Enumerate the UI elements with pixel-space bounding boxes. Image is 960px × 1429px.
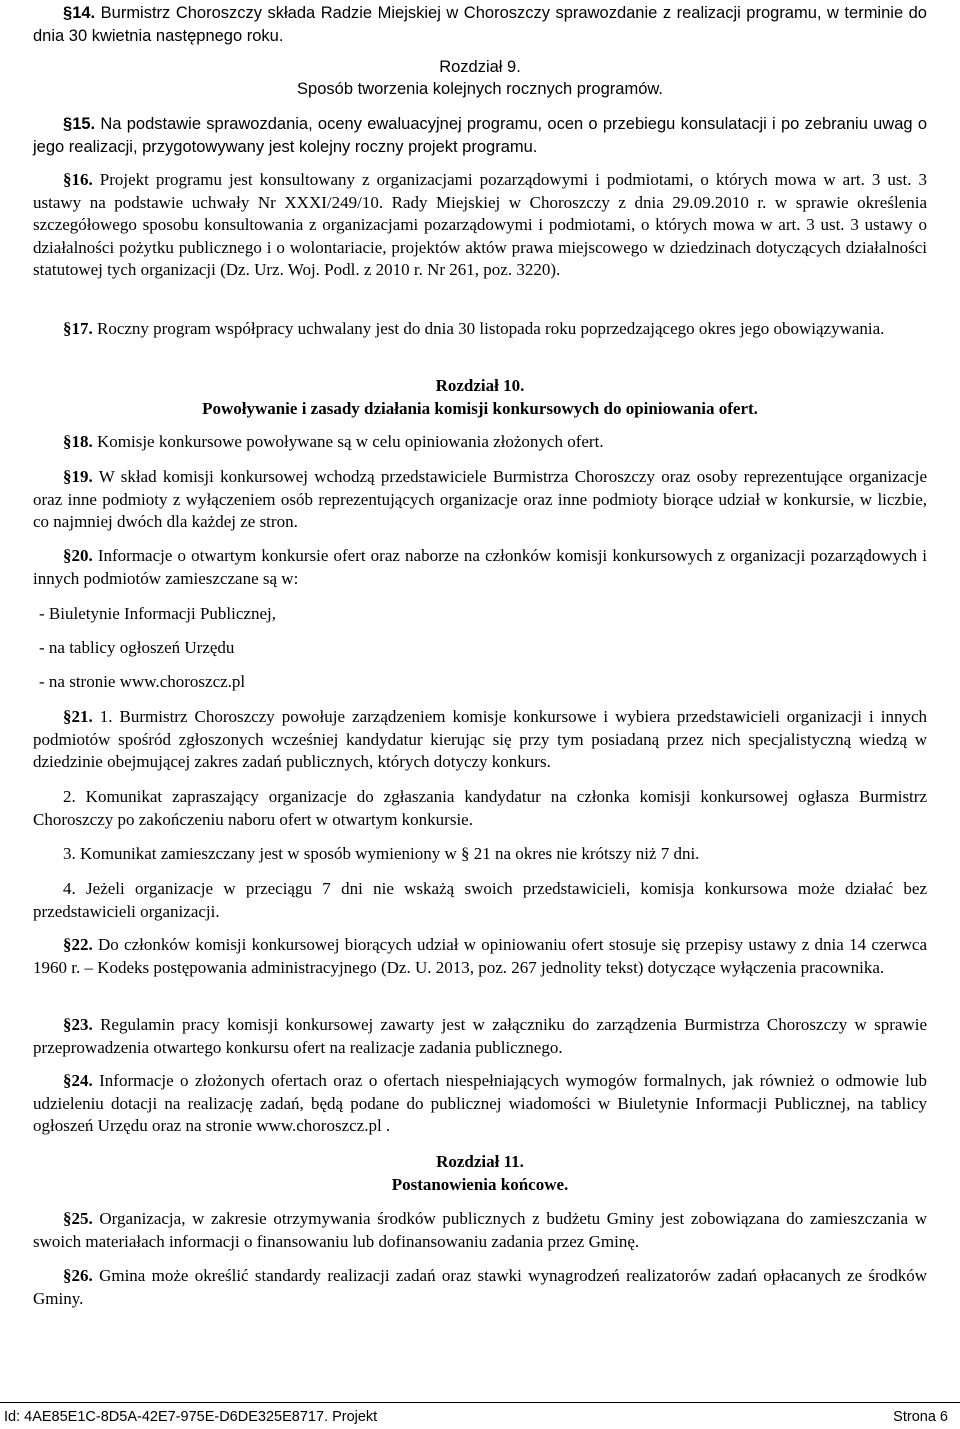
paragraph-17: §17. Roczny program współpracy uchwalany jest do dnia 30 listopada roku poprzedzającego okres jego obowiązywania. — [63, 319, 885, 338]
paragraph-16: §16. Projekt programu jest konsultowany z organizacjami pozarządowymi i podmiotami, o których mowa w art. 3 ust. 3 ustawy na podstawie uchwały Nr XXXI/249/10. Rady Miejskiej w Choroszczy z dnia 29.09.2010 r. w sprawie określenia szczegółowego sposobu konsultowania z organizacjami pozarządowymi i podmiotami, o których mowa w art. 3 ust. 3 ustawy o działalności pożytku publicznego i o wolontariacie, projektów aktów prawa miejscowego w dziedzinach dotyczących działalności statutowej tych organizacji (Dz. Urz. Woj. Podl. z 2010 r. Nr 261, poz. 3220). — [33, 170, 927, 279]
paragraph-21-4: 4. Jeżeli organizacje w przeciągu 7 dni nie wskażą swoich przedstawicieli, komisja konkursowa może działać bez przedstawicieli organizacji. — [33, 879, 927, 921]
paragraph-25: §25. Organizacja, w zakresie otrzymywania środków publicznych z budżetu Gminy jest zobowiązana do zamieszczania w swoich materiałach informacji o finansowaniu lub dofinansowaniu zadania przez Gminę. — [33, 1209, 927, 1251]
paragraph-21: §21. 1. Burmistrz Choroszczy powołuje zarządzeniem komisje konkursowe i wybiera przedstawicieli organizacji i innych podmiotów spośród zgłoszonych wcześniej kandydatur kierując się przy tym posiadaną przez nich specjalistyczną wiedzą w dziedzinie obejmującej zakres zadań publicznych, których dotyczy konkurs. — [33, 707, 927, 771]
list-item: - Biuletynie Informacji Publicznej, — [39, 604, 276, 623]
page-number: Strona 6 — [893, 1409, 948, 1425]
section-number: §21. — [63, 707, 93, 726]
section-number: §26. — [63, 1266, 93, 1285]
paragraph-15: §15. Na podstawie sprawozdania, oceny ewaluacyjnej programu, ocen o przebiegu konsulatacji i po zebraniu uwag o jego realizacji, przygotowywany jest kolejny roczny projekt programu. — [33, 115, 927, 156]
section-number: §19. — [63, 467, 93, 486]
list-item: - na tablicy ogłoszeń Urzędu — [39, 638, 235, 657]
paragraph-21-2: 2. Komunikat zapraszający organizacje do zgłaszania kandydatur na członka komisji konkursowej ogłasza Burmistrz Choroszczy po zakończeniu naboru ofert w otwartym konkursie. — [33, 787, 927, 829]
section-number: §15. — [63, 115, 96, 133]
section-number: §17. — [63, 319, 93, 338]
paragraph-18: §18. Komisje konkursowe powoływane są w celu opiniowania złożonych ofert. — [63, 432, 604, 451]
paragraph-23: §23. Regulamin pracy komisji konkursowej zawarty jest w załączniku do zarządzenia Burmistrza Choroszczy w sprawie przeprowadzenia otwartego konkursu ofert na realizacje zadania publicznego. — [33, 1015, 927, 1057]
chapter-9-title: Sposób tworzenia kolejnych rocznych programów. — [297, 80, 663, 98]
section-number: §23. — [63, 1015, 93, 1034]
page-footer — [0, 1402, 960, 1429]
chapter-10-number: Rozdział 10. — [435, 376, 525, 395]
section-number: §22. — [63, 935, 93, 954]
section-number: §16. — [63, 170, 93, 189]
paragraph-20: §20. Informacje o otwartym konkursie ofert oraz naborze na członków komisji konkursowych z organizacji pozarządowych i innych podmiotów zamieszczane są w: — [33, 546, 927, 588]
document-id: Id: 4AE85E1C-8D5A-42E7-975E-D6DE325E8717. Projekt — [4, 1409, 378, 1425]
chapter-11-title: Postanowienia końcowe. — [391, 1175, 569, 1194]
paragraph-24: §24. Informacje o złożonych ofertach oraz o ofertach niespełniających wymogów formalnych, jak również o odmowie lub udzieleniu dotacji na realizację zadań, będą podane do publicznej wiadomości w Biuletynie Informacji Publicznej, na tablicy ogłoszeń Urzędu oraz na stronie www.choroszcz.pl . — [33, 1071, 927, 1135]
section-number: §20. — [63, 546, 93, 565]
section-number: §14. — [63, 4, 96, 22]
paragraph-21-3: 3. Komunikat zamieszczany jest w sposób wymieniony w § 21 na okres nie krótszy niż 7 dni. — [63, 844, 700, 863]
section-number: §24. — [63, 1071, 93, 1090]
chapter-10-title: Powoływanie i zasady działania komisji konkursowych do opiniowania ofert. — [202, 399, 758, 418]
paragraph-14: §14. Burmistrz Choroszczy składa Radzie Miejskiej w Choroszczy sprawozdanie z realizacji programu, w terminie do dnia 30 kwietnia następnego roku. — [33, 4, 927, 45]
section-number: §25. — [63, 1209, 93, 1228]
paragraph-19: §19. W skład komisji konkursowej wchodzą przedstawiciele Burmistrza Choroszczy oraz osoby reprezentujące organizacje oraz inne podmioty z wyłączeniem osób reprezentujących organizacje oraz inne podmioty biorące udział w konkursie, w liczbie, co najmniej dwóch dla każdej ze stron. — [33, 467, 927, 531]
chapter-9-number: Rozdział 9. — [439, 58, 521, 76]
paragraph-26: §26. Gmina może określić standardy realizacji zadań oraz stawki wynagrodzeń realizatorów zadań opłacanych ze środków Gminy. — [33, 1266, 927, 1308]
paragraph-22: §22. Do członków komisji konkursowej biorących udział w opiniowaniu ofert stosuje się przepisy ustawy z dnia 14 czerwca 1960 r. – Kodeks postępowania administracyjnego (Dz. U. 2013, poz. 267 jednolity tekst) dotyczące wyłączenia pracownika. — [33, 935, 927, 977]
list-item: - na stronie www.choroszcz.pl — [39, 672, 246, 691]
section-number: §18. — [63, 432, 93, 451]
chapter-11-number: Rozdział 11. — [436, 1152, 524, 1171]
